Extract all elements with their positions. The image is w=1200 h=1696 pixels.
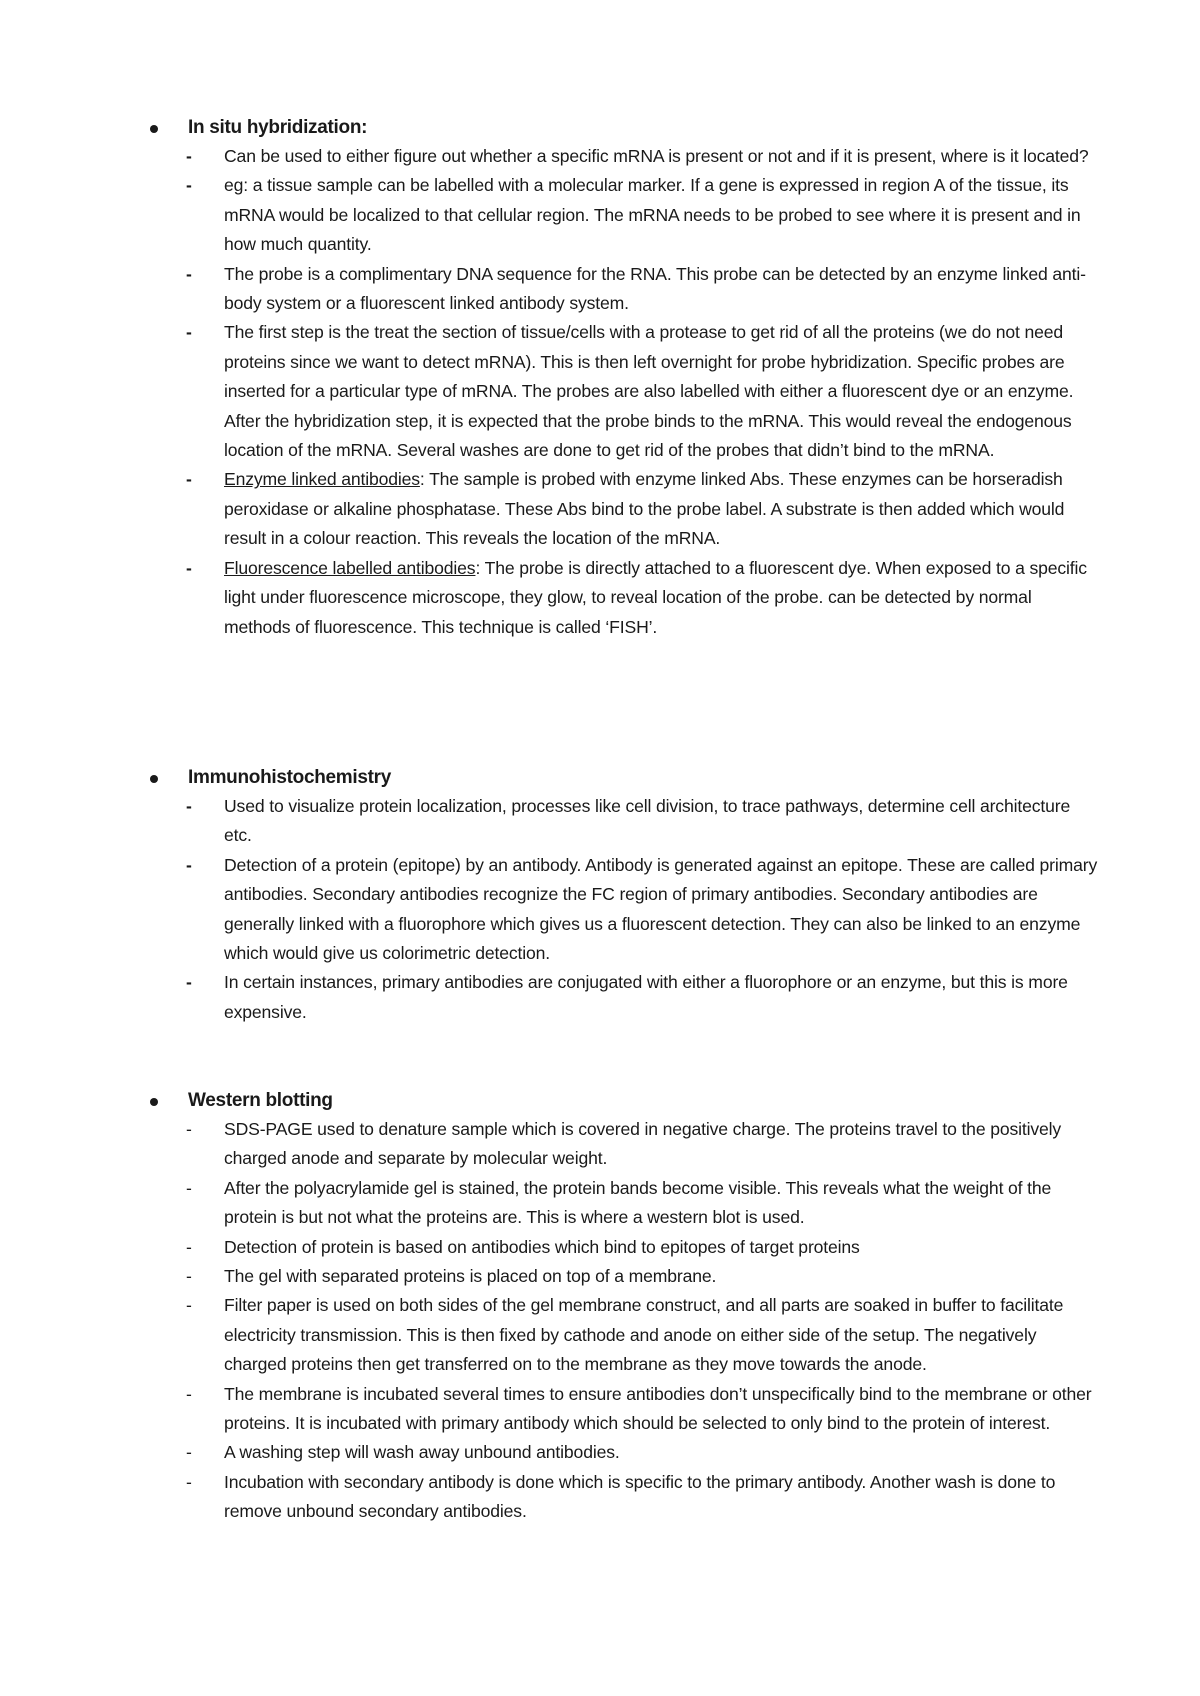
list-item: - SDS-PAGE used to denature sample which is covered in negative charge. The proteins travel to the positively charged anode and separate by molecular weight. (150, 1115, 1100, 1174)
bullet-list (150, 142, 1100, 642)
section-immunohistochemistry (150, 764, 1100, 1027)
list-item: - Used to visualize protein localization, processes like cell division, to trace pathways, determine cell architecture etc. (150, 792, 1100, 851)
list-item: - After the polyacrylamide gel is stained, the protein bands become visible. This reveals what the weight of the protein is but not what the proteins are. This is where a western blot is used. (150, 1174, 1100, 1233)
bullet-icon (150, 1098, 158, 1106)
section-heading (150, 764, 1100, 792)
bullet-list (150, 1115, 1100, 1527)
list-item: - The membrane is incubated several times to ensure antibodies don’t unspecifically bind to the membrane or other proteins. It is incubated with primary antibody which should be selected to only bind to the protein of interest. (150, 1380, 1100, 1439)
list-item: - Detection of a protein (epitope) by an antibody. Antibody is generated against an epitope. These are called primary antibodies. Secondary antibodies recognize the FC region of primary antibodies. Secondary antibodies are generally linked with a fluorophore which gives us a fluorescent detection. They can also be linked to an enzyme which would give us colorimetric detection. (150, 851, 1100, 969)
dash-icon: - (186, 1119, 192, 1139)
list-item: - eg: a tissue sample can be labelled with a molecular marker. If a gene is expressed in region A of the tissue, its mRNA would be localized to that cellular region. The mRNA needs to be probed to see where it is present and in how much quantity. (150, 171, 1100, 259)
heading-text: Western blotting (188, 1090, 333, 1111)
heading-text: In situ hybridization: (188, 117, 368, 138)
dash-icon: - (186, 469, 192, 490)
list-item: - Detection of protein is based on antibodies which bind to epitopes of target proteins (150, 1233, 1100, 1262)
section-heading (150, 114, 1100, 142)
list-item: - Filter paper is used on both sides of the gel membrane construct, and all parts are soaked in buffer to facilitate electricity transmission. This is then fixed by cathode and anode on either side of the setup. The negatively charged proteins then get transferred on to the membrane as they move towards the anode. (150, 1291, 1100, 1379)
dash-icon: - (186, 972, 192, 993)
bullet-icon (150, 125, 158, 133)
dash-icon: - (186, 1295, 192, 1316)
dash-icon: - (186, 146, 192, 166)
dash-icon: - (186, 175, 192, 196)
list-item: - In certain instances, primary antibodies are conjugated with either a fluorophore or an enzyme, but this is more expensive. (150, 968, 1100, 1027)
item-label: Enzyme linked antibodies (224, 469, 420, 490)
item-label: Fluorescence labelled antibodies (224, 557, 476, 578)
dash-icon: - (186, 1471, 192, 1492)
dash-icon: - (186, 1442, 192, 1463)
list-item: - Fluorescence labelled antibodies: The probe is directly attached to a fluorescent dye. When exposed to a specific light under fluorescence microscope, they glow, to reveal location of the probe. can be detected by normal methods of fluorescence. This technique is called ‘FISH’. (150, 554, 1100, 642)
dash-icon: - (186, 1177, 192, 1198)
list-item: - Can be used to either figure out whether a specific mRNA is present or not and if it is present, where is it located? (150, 142, 1100, 171)
list-item: - The probe is a complimentary DNA sequence for the RNA. This probe can be detected by an enzyme linked anti-body system or a fluorescent linked antibody system. (150, 260, 1100, 319)
dash-icon: - (186, 1266, 192, 1287)
list-item: - Enzyme linked antibodies: The sample is probed with enzyme linked Abs. These enzymes can be horseradish peroxidase or alkaline phosphatase. These Abs bind to the probe label. A substrate is then added which would result in a colour reaction. This reveals the location of the mRNA. (150, 465, 1100, 553)
list-item: - The gel with separated proteins is placed on top of a membrane. (150, 1262, 1100, 1291)
dash-icon: - (186, 557, 192, 578)
list-item: - Incubation with secondary antibody is done which is specific to the primary antibody. Another wash is done to remove unbound secondary antibodies. (150, 1468, 1100, 1527)
bullet-icon (150, 775, 158, 783)
section-heading (150, 1087, 1100, 1115)
dash-icon: - (186, 322, 192, 343)
dash-icon: - (186, 796, 192, 816)
bullet-list (150, 792, 1100, 1027)
list-item: - A washing step will wash away unbound antibodies. (150, 1438, 1100, 1467)
dash-icon: - (186, 263, 192, 284)
dash-icon: - (186, 854, 192, 875)
dash-icon: - (186, 1236, 192, 1257)
section-in-situ-hybridization (150, 114, 1100, 642)
list-item: - The first step is the treat the section of tissue/cells with a protease to get rid of all the proteins (we do not need proteins since we want to detect mRNA). This is then left overnight for probe hybridization. Specific probes are inserted for a particular type of mRNA. The probes are also labelled with either a fluorescent dye or an enzyme. After the hybridization step, it is expected that the probe binds to the mRNA. This would reveal the endogenous location of the mRNA. Several washes are done to get rid of the probes that didn’t bind to the mRNA. (150, 318, 1100, 465)
heading-text: Immunohistochemistry (188, 767, 392, 788)
section-western-blotting (150, 1087, 1100, 1527)
dash-icon: - (186, 1383, 192, 1404)
